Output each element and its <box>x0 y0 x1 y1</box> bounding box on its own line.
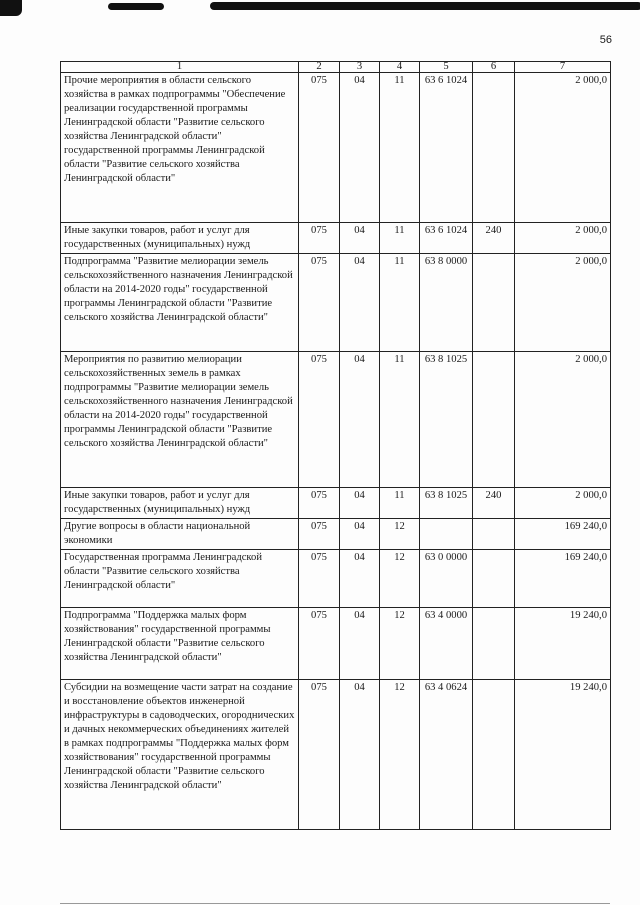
cell-section: 04 <box>340 254 380 352</box>
cell-expense-type <box>473 254 515 352</box>
cell-subsection: 11 <box>380 488 420 519</box>
cell-amount: 2 000,0 <box>515 73 611 223</box>
column-header-1: 1 <box>61 62 299 73</box>
cell-section: 04 <box>340 223 380 254</box>
cell-target-article: 63 6 1024 <box>420 73 473 223</box>
cell-admin-code: 075 <box>299 254 340 352</box>
cell-expense-type <box>473 680 515 830</box>
table-row <box>61 73 611 223</box>
cell-section: 04 <box>340 680 380 830</box>
cell-amount: 2 000,0 <box>515 223 611 254</box>
column-header-7: 7 <box>515 62 611 73</box>
cell-subsection: 11 <box>380 223 420 254</box>
bottom-edge-rule <box>60 903 610 904</box>
cell-expense-type: 240 <box>473 223 515 254</box>
cell-target-article: 63 8 1025 <box>420 488 473 519</box>
cell-amount: 19 240,0 <box>515 608 611 680</box>
cell-section: 04 <box>340 550 380 608</box>
cell-target-article: 63 4 0000 <box>420 608 473 680</box>
cell-target-article <box>420 519 473 550</box>
table-row <box>61 488 611 519</box>
cell-amount: 169 240,0 <box>515 550 611 608</box>
row-name: Мероприятия по развитию мелиорации сельскохозяйственных земель в рамках подпрограммы "Развитие мелиорации земель сельскохозяйственного назначения Ленинградской области на 2014-2020 годы" государственной программы Ленинградской области "Развитие сельского хозяйства Ленинградской области" <box>61 352 299 488</box>
row-name: Субсидии на возмещение части затрат на создание и восстановление объектов инженерной инфраструктуры в садоводческих, огороднических и дачных некоммерческих объединениях жителей в рамках подпрограммы "Поддержка малых форм хозяйствования" государственной программы Ленинградской области "Развитие сельского хозяйства Ленинградской области" <box>61 680 299 830</box>
cell-target-article: 63 6 1024 <box>420 223 473 254</box>
cell-admin-code: 075 <box>299 550 340 608</box>
budget-table <box>60 61 611 830</box>
table-row <box>61 254 611 352</box>
cell-subsection: 11 <box>380 73 420 223</box>
row-name: Государственная программа Ленинградской области "Развитие сельского хозяйства Ленинградской области" <box>61 550 299 608</box>
column-header-3: 3 <box>340 62 380 73</box>
cell-amount: 2 000,0 <box>515 488 611 519</box>
cell-admin-code: 075 <box>299 223 340 254</box>
cell-amount: 19 240,0 <box>515 680 611 830</box>
cell-admin-code: 075 <box>299 680 340 830</box>
column-header-5: 5 <box>420 62 473 73</box>
column-header-6: 6 <box>473 62 515 73</box>
cell-expense-type <box>473 73 515 223</box>
table-row <box>61 608 611 680</box>
cell-admin-code: 075 <box>299 519 340 550</box>
cell-section: 04 <box>340 608 380 680</box>
table-row <box>61 680 611 830</box>
cell-subsection: 12 <box>380 519 420 550</box>
cell-amount: 2 000,0 <box>515 254 611 352</box>
row-name: Подпрограмма "Поддержка малых форм хозяйствования" государственной программы Ленинградской области "Развитие сельского хозяйства Ленинградской области" <box>61 608 299 680</box>
cell-admin-code: 075 <box>299 73 340 223</box>
cell-section: 04 <box>340 352 380 488</box>
cell-admin-code: 075 <box>299 488 340 519</box>
cell-admin-code: 075 <box>299 608 340 680</box>
column-header-2: 2 <box>299 62 340 73</box>
row-name: Иные закупки товаров, работ и услуг для государственных (муниципальных) нужд <box>61 223 299 254</box>
table-row <box>61 352 611 488</box>
table-row <box>61 223 611 254</box>
cell-amount: 2 000,0 <box>515 352 611 488</box>
row-name: Иные закупки товаров, работ и услуг для государственных (муниципальных) нужд <box>61 488 299 519</box>
row-name: Другие вопросы в области национальной экономики <box>61 519 299 550</box>
cell-amount: 169 240,0 <box>515 519 611 550</box>
cell-target-article: 63 4 0624 <box>420 680 473 830</box>
cell-section: 04 <box>340 519 380 550</box>
cell-subsection: 12 <box>380 680 420 830</box>
scan-artifact-top-bar <box>210 2 640 10</box>
row-name: Прочие мероприятия в области сельского хозяйства в рамках подпрограммы "Обеспечение реализации государственной программы Ленинградской области "Развитие сельского хозяйства Ленинградской области" государственной программы Ленинградской области "Развитие сельского хозяйства Ленинградской области" <box>61 73 299 223</box>
cell-target-article: 63 0 0000 <box>420 550 473 608</box>
cell-subsection: 12 <box>380 550 420 608</box>
scan-artifact-left <box>0 0 22 16</box>
table-header-row <box>61 62 611 73</box>
table-row <box>61 519 611 550</box>
row-name: Подпрограмма "Развитие мелиорации земель сельскохозяйственного назначения Ленинградской области на 2014-2020 годы" государственной программы Ленинградской области "Развитие сельского хозяйства Ленинградской области" <box>61 254 299 352</box>
cell-expense-type <box>473 352 515 488</box>
cell-expense-type <box>473 550 515 608</box>
cell-subsection: 12 <box>380 608 420 680</box>
cell-expense-type <box>473 519 515 550</box>
cell-expense-type: 240 <box>473 488 515 519</box>
table-row <box>61 550 611 608</box>
page-number: 56 <box>599 34 612 46</box>
cell-section: 04 <box>340 488 380 519</box>
cell-admin-code: 075 <box>299 352 340 488</box>
cell-expense-type <box>473 608 515 680</box>
cell-subsection: 11 <box>380 254 420 352</box>
cell-target-article: 63 8 0000 <box>420 254 473 352</box>
scan-artifact-mid <box>108 3 164 10</box>
cell-section: 04 <box>340 73 380 223</box>
column-header-4: 4 <box>380 62 420 73</box>
cell-target-article: 63 8 1025 <box>420 352 473 488</box>
cell-subsection: 11 <box>380 352 420 488</box>
